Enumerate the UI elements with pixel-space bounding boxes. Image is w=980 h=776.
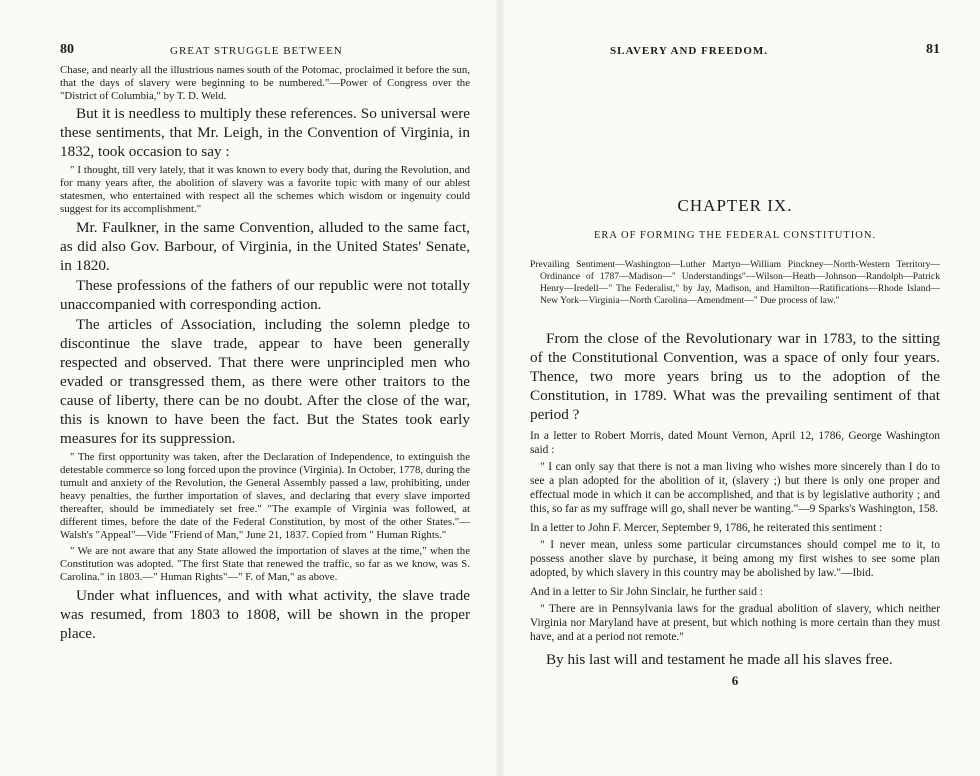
right-paragraph-2: By his last will and testament he made all his slaves free. [546,651,893,668]
left-quote-1: " I thought, till very lately, that it was known to every body that, during the Revolution, and for many years after, the abolition of slavery was a favorite topic with many of our ablest statesmen, who entertained with respect all the schemes which wisdom or ingenuity could suggest for its accomplishment." [60,164,470,215]
right-paragraph-1: From the close of the Revolutionary war in 1783, to the sitting of the Constitutional Convention, was a space of only four years. Thence, two more years bring us to the adoption of the Constitution, in 1789. What was the prevailing sentiment of that period ? [530,330,940,423]
left-page-number: 80 [60,42,74,57]
right-quote-3: " There are in Pennsylvania laws for the gradual abolition of slavery, which neither Virginia nor Maryland have at present, but which nothing is more certain than they must have, and at a period not remote." [530,603,940,643]
right-running-title: SLAVERY AND FREEDOM. [610,45,769,57]
right-intro-2: In a letter to John F. Mercer, September 9, 1786, he reiterated this sentiment : [530,522,883,534]
left-running-title: GREAT STRUGGLE BETWEEN [170,45,343,57]
right-quote-1: " I can only say that there is not a man living who wishes more sincerely than I do to see a plan adopted for the abolition of it, (slavery ;) but there is only one proper and effectual mode in which it can be accomplished, and that is by legislative authority ; and this, so far as my suffrage will go, shall never be wanting."—9 Sparks's Washington, 158. [530,461,940,515]
right-intro-1: In a letter to Robert Morris, dated Mount Vernon, April 12, 1786, George Washington said : [530,430,940,456]
chapter-synopsis: Prevailing Sentiment—Washington—Luther Martyn—William Pinckney—North-Western Territory—Ordinance of 1787—Madison—" Understandings"—Wilson—Heath—Johnson—Randolph—Patrick Henry—Iredell—" The Federalist," by Jay, Madison, and Hamilton—Ratifications—Rhode Island—New York—Virginia—North Carolina—Amendment—" Due process of law." [530,259,940,306]
right-quote-2: " I never mean, unless some particular circumstances should compel me to it, to possess another slave by purchase, it being among my first wishes to see some plan adopted, by which slavery in this country may be abolished by law."—Ibid. [530,539,940,579]
left-running-head [60,44,470,64]
signature-mark: 6 [731,673,739,688]
right-intro-3: And in a letter to Sir John Sinclair, he further said : [530,586,764,598]
chapter-title: CHAPTER IX. [677,196,793,215]
left-paragraph-3: These professions of the fathers of our republic were not totally unaccompanied with corresponding action. [60,277,470,313]
left-paragraph-4: The articles of Association, including the solemn pledge to discontinue the slave trade, appear to have been generally respected and observed. That there were unprincipled men who evaded or transgressed them, as there were other traitors to the cause of liberty, there can be no doubt. After the close of the war, this is known to have been the fact. But the States took early measures for its suppression. [60,316,470,447]
continued-quote: Chase, and nearly all the illustrious names south of the Potomac, proclaimed it before the sun, that the days of slavery were beginning to be numbered."—Power of Congress over the "District of Columbia," by T. D. Weld. [60,64,470,102]
left-paragraph-5: Under what influences, and with what activity, the slave trade was resumed, from 1803 to 1808, will be shown in the proper place. [60,587,470,642]
left-quote-3: " We are not aware that any State allowed the importation of slaves at the time," when the Constitution was adopted. "The first State that renewed the traffic, so far as we know, was S. Carolina." in 1803.—" Human Rights"—" F. of Man," as above. [60,545,470,583]
right-page [500,0,980,776]
right-page-number: 81 [926,42,940,57]
chapter-subtitle: ERA OF FORMING THE FEDERAL CONSTITUTION. [593,230,877,241]
left-paragraph-2: Mr. Faulkner, in the same Convention, alluded to the same fact, as did also Gov. Barbour, of Virginia, in the United States' Senate, in 1820. [60,219,470,274]
left-paragraph-1: But it is needless to multiply these references. So universal were these sentiments, that Mr. Leigh, in the Convention of Virginia, in 1832, took occasion to say : [60,105,470,160]
right-running-head [530,44,940,64]
left-quote-2: " The first opportunity was taken, after the Declaration of Independence, to extinguish the detestable commerce so long forced upon the province (Virginia). In October, 1778, during the tumult and anxiety of the Revolution, the General Assembly passed a law, prohibiting, under heavy penalties, the further importation of slaves, and declaring that every slave imported thereafter, should be immediately set free." "The example of Virginia was followed, at different times, before the date of the Federal Constitution, by most of the other States."—Walsh's "Appeal"—Vide "Friend of Man," June 21, 1837. Copied from " Human Rights." [60,451,470,541]
